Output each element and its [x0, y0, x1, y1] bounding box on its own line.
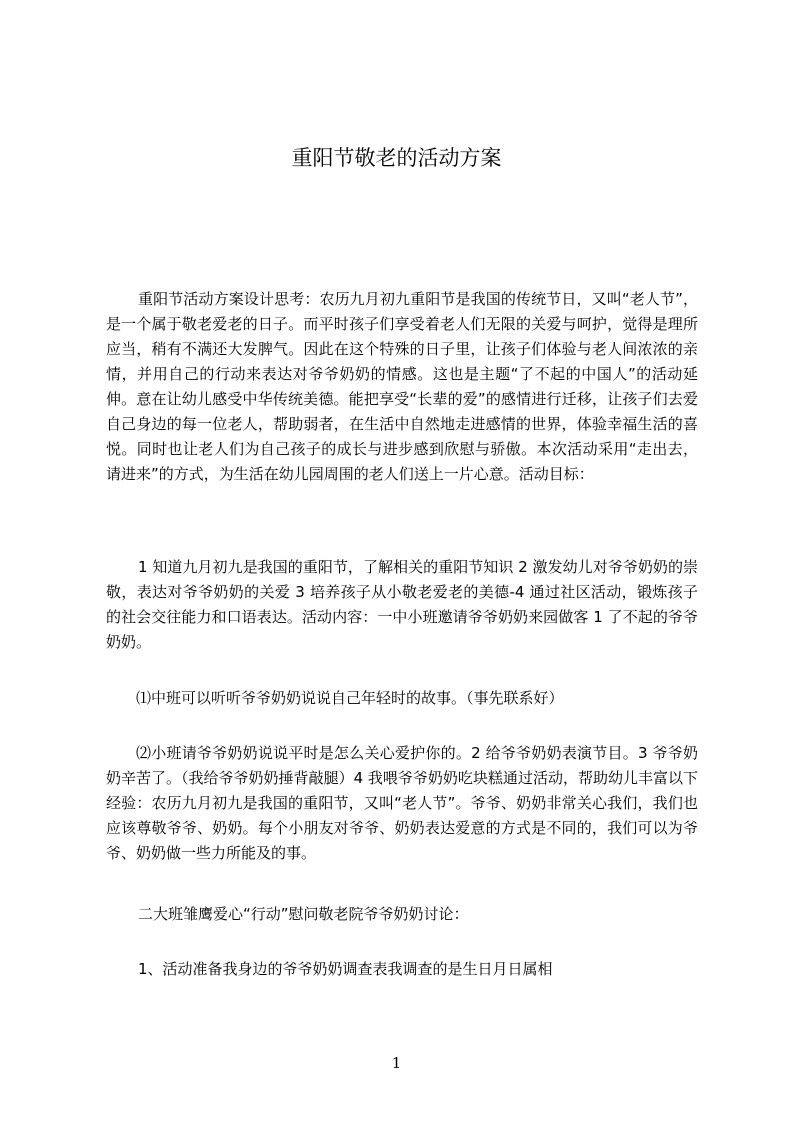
paragraph-middle-class: ⑴中班可以听听爷爷奶奶说说自己年轻时的故事。（事先联系好）: [136, 689, 564, 707]
document-title: 重阳节敬老的活动方案: [291, 146, 502, 170]
paragraph-activity-goals: 1 知道九月初九是我国的重阳节，了解相关的重阳节知识 2 激发幼儿对爷爷奶奶的崇敬，表达对爷爷奶奶的关爱 3 培养孩子从小敬老爱老的美德-4 通过社区活动，锻炼孩子的社会交往能力和口语表达。活动内容：一中小班邀请爷爷奶奶来园做客 1 了不起的爷爷奶奶。: [106, 558, 698, 651]
paragraph-design-thinking: 重阳节活动方案设计思考：农历九月初九重阳节是我国的传统节日，又叫“老人节”，是一个属于敬老爱老的日子。而平时孩子们享受着老人们无限的关爱与呵护，觉得是理所应当，稍有不满还大发脾气。因此在这个特殊的日子里，让孩子们体验与老人间浓浓的亲情，并用自己的行动来表达对爷爷奶奶的情感。这也是主题“了不起的中国人”的活动延伸。意在让幼儿感受中华传统美德。能把享受“长辈的爱”的感情进行迁移，让孩子们去爱自己身边的每一位老人，帮助弱者，在生活中自然地走进感情的世界，体验幸福生活的喜悦。同时也让老人们为自己孩子的成长与进步感到欣慰与骄傲。本次活动采用“走出去，请进来”的方式，为生活在幼儿园周围的老人们送上一片心意。活动目标：: [106, 290, 698, 483]
paragraph-small-class: ⑵小班请爷爷奶奶说说平时是怎么关心爱护你的。2 给爷爷奶奶表演节目。3 爷爷奶奶辛苦了。（我给爷爷奶奶捶背敲腿）4 我喂爷爷奶奶吃块糕通过活动，帮助幼儿丰富以下经验：农历九月初九是我国的重阳节，又叫“老人节”。爷爷、奶奶非常关心我们，我们也应该尊敬爷爷、奶奶。每个小朋友对爷爷、奶奶表达爱意的方式是不同的，我们可以为爷爷、奶奶做一些力所能及的事。: [106, 744, 698, 862]
page-number: 1: [391, 1054, 402, 1072]
paragraph-preparation: 1、活动准备我身边的爷爷奶奶调查表我调查的是生日月日属相: [138, 960, 553, 978]
paragraph-big-class: 二大班雏鹰爱心“行动”慰问敬老院爷爷奶奶讨论：: [138, 905, 469, 923]
